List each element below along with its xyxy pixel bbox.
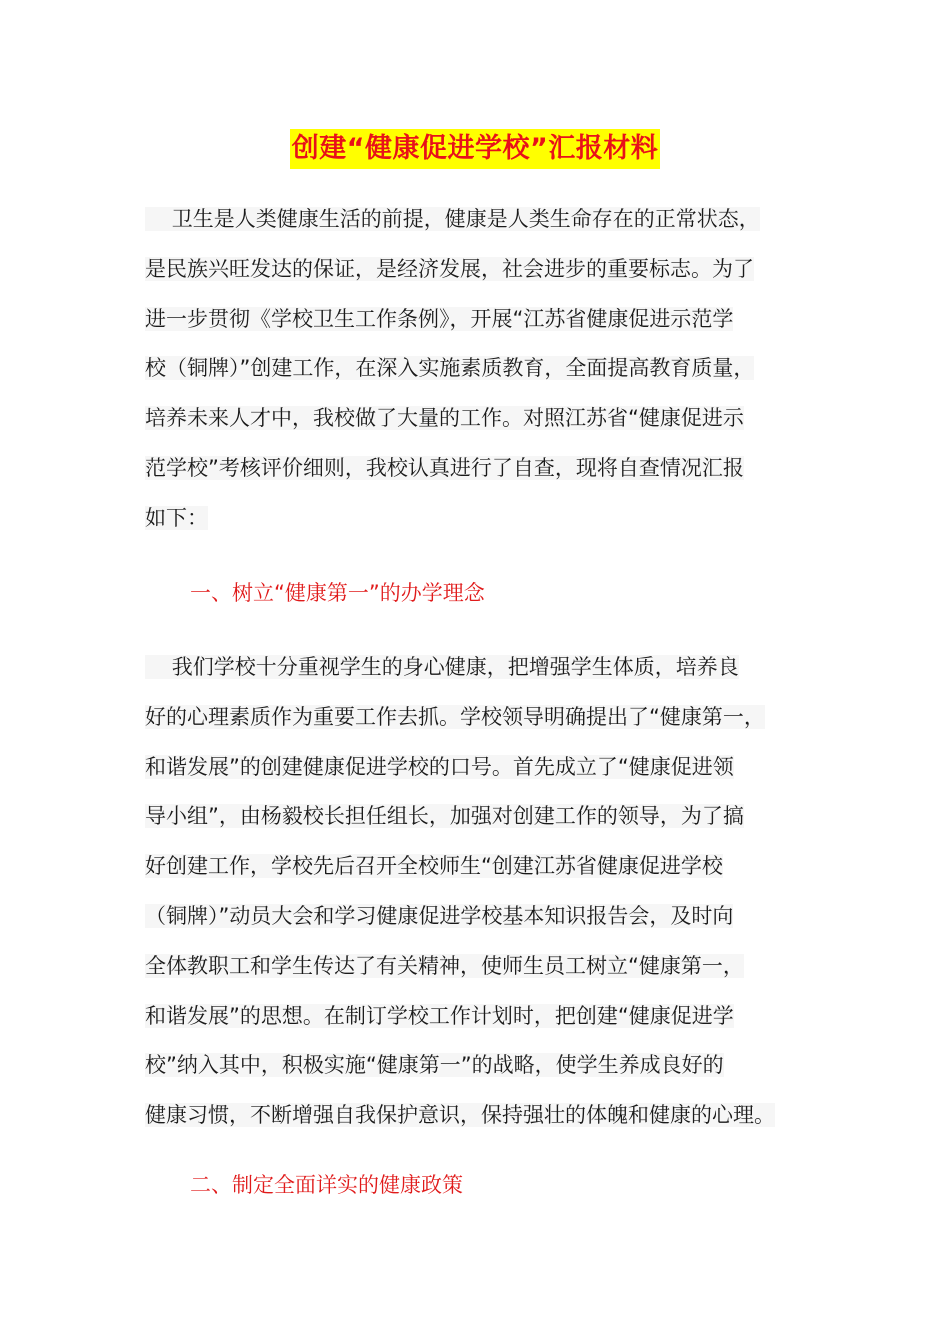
paragraph-line — [145, 195, 835, 245]
line-text: 导小组”，由杨毅校长担任组长，加强对创建工作的领导，为了搞 — [145, 804, 744, 829]
intro-paragraph — [145, 195, 835, 544]
paragraph-line — [145, 1041, 835, 1091]
line-text: 校”纳入其中，积极实施“健康第一”的战略，使学生养成良好的 — [145, 1053, 724, 1078]
line-text: 好的心理素质作为重要工作去抓。学校领导明确提出了“健康第一， — [145, 704, 765, 729]
title-container — [0, 129, 950, 169]
paragraph-line — [145, 792, 835, 842]
line-text: 好创建工作，学校先后召开全校师生“创建江苏省健康促进学校 — [145, 854, 723, 879]
line-text: 我们学校十分重视学生的身心健康，把增强学生体质，培养良 — [145, 655, 739, 679]
paragraph-line — [145, 1091, 835, 1141]
line-text: 范学校”考核评价细则，我校认真进行了自查，现将自查情况汇报 — [145, 455, 744, 480]
paragraph-line — [145, 344, 835, 394]
section1-paragraph — [145, 643, 835, 1141]
paragraph-line — [145, 444, 835, 494]
line-text: 全体教职工和学生传达了有关精神，使师生员工树立“健康第一， — [145, 953, 744, 978]
paragraph-line — [145, 892, 835, 942]
document-title: 创建“健康促进学校”汇报材料 — [290, 129, 661, 169]
line-text: 校（铜牌）”创建工作，在深入实施素质教育，全面提高教育质量， — [145, 356, 755, 381]
line-text: 卫生是人类健康生活的前提，健康是人类生命存在的正常状态， — [145, 207, 760, 231]
section-heading-2: 二、制定全面详实的健康政策 — [190, 1173, 463, 1197]
line-text: 和谐发展”的创建健康促进学校的口号。首先成立了“健康促进领 — [145, 754, 734, 779]
line-text: 和谐发展”的思想。在制订学校工作计划时，把创建“健康促进学 — [145, 1003, 734, 1028]
line-text: 如下： — [145, 505, 208, 530]
paragraph-line — [145, 295, 835, 345]
line-text: 健康习惯，不断增强自我保护意识，保持强壮的体魄和健康的心理。 — [145, 1103, 775, 1128]
paragraph-line — [145, 494, 835, 544]
paragraph-line — [145, 743, 835, 793]
paragraph-line — [145, 992, 835, 1042]
paragraph-line — [145, 394, 835, 444]
line-text: 进一步贯彻《学校卫生工作条例》，开展“江苏省健康促进示范学 — [145, 306, 734, 331]
paragraph-line — [145, 245, 835, 295]
line-text: 培养未来人才中，我校做了大量的工作。对照江苏省“健康促进示 — [145, 406, 744, 431]
line-text: （铜牌）”动员大会和学习健康促进学校基本知识报告会，及时向 — [145, 903, 734, 928]
paragraph-line — [145, 842, 835, 892]
paragraph-line — [145, 942, 835, 992]
section-heading-1: 一、树立“健康第一”的办学理念 — [190, 581, 485, 605]
paragraph-line — [145, 693, 835, 743]
line-text: 是民族兴旺发达的保证，是经济发展，社会进步的重要标志。为了 — [145, 256, 754, 281]
paragraph-line — [145, 643, 835, 693]
